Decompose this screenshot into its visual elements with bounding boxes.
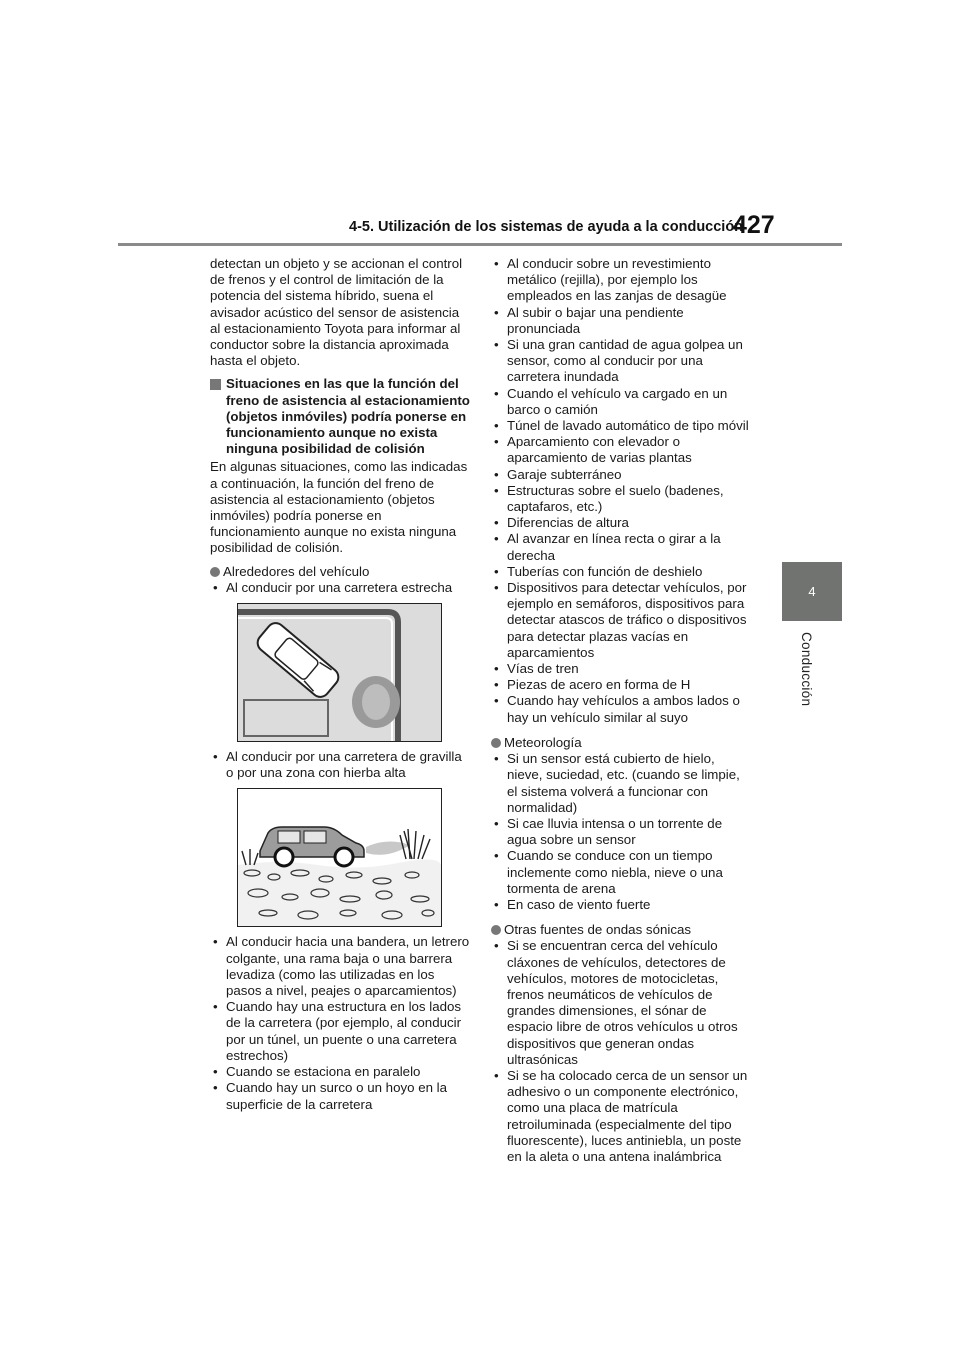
list-item: • En caso de viento fuerte bbox=[491, 897, 753, 913]
group-title: Otras fuentes de ondas sónicas bbox=[504, 922, 692, 938]
circle-bullet-icon bbox=[210, 567, 220, 577]
list-item: • Al conducir sobre un revestimiento metálico (rejilla), por ejemplo los empleados en las zanjas de desagüe bbox=[491, 256, 753, 305]
group-weather bbox=[491, 735, 753, 751]
narrow-road-illustration bbox=[237, 603, 442, 742]
subheading bbox=[210, 376, 472, 457]
list-item: • Al avanzar en línea recta o girar a la derecha bbox=[491, 531, 753, 563]
list-item: • Estructuras sobre el suelo (badenes, captafaros, etc.) bbox=[491, 483, 753, 515]
list-item: • Diferencias de altura bbox=[491, 515, 753, 531]
bullet-list bbox=[491, 751, 753, 913]
bullet-list bbox=[491, 256, 753, 726]
bullet-list bbox=[210, 749, 472, 781]
list-item: • Al conducir por una carretera estrecha bbox=[210, 580, 472, 596]
gravel-road-illustration bbox=[237, 788, 442, 927]
square-bullet-icon bbox=[210, 379, 221, 390]
list-item: • Si un sensor está cubierto de hielo, nieve, suciedad, etc. (cuando se limpie, el sistema volverá a funcionar con normalidad) bbox=[491, 751, 753, 816]
list-item: • Al subir o bajar una pendiente pronunciada bbox=[491, 305, 753, 337]
list-item: • Garaje subterráneo bbox=[491, 467, 753, 483]
page-number: 427 bbox=[733, 211, 775, 239]
bullet-list bbox=[210, 580, 472, 596]
chapter-label: Conducción bbox=[799, 632, 814, 707]
left-column bbox=[210, 256, 472, 1113]
list-item: • Si una gran cantidad de agua golpea un sensor, como al conducir por una carretera inundada bbox=[491, 337, 753, 386]
list-item: • Cuando se estaciona en paralelo bbox=[210, 1064, 472, 1080]
narrow-road-drawing bbox=[238, 604, 441, 741]
bullet-list bbox=[491, 938, 753, 1165]
subheading-text: Situaciones en las que la función del freno de asistencia al estacionamiento (objetos inmóviles) podría ponerse en funcionamiento aunque no exista ninguna posibilidad de colisión bbox=[226, 376, 470, 457]
list-item: • Cuando se conduce con un tiempo inclemente como niebla, nieve o una tormenta de arena bbox=[491, 848, 753, 897]
group-title: Alrededores del vehículo bbox=[223, 563, 370, 579]
bullet-list bbox=[210, 934, 472, 1112]
list-item: • Si se ha colocado cerca de un sensor un adhesivo o un componente electrónico, como una placa de matrícula retroiluminada (especialmente del tipo fluorescente), luces antiniebla, un poste en la aleta o una antena inalámbrica bbox=[491, 1068, 753, 1165]
list-item: • Si se encuentran cerca del vehículo cláxones de vehículos, detectores de vehículos, motores de motocicletas, frenos neumáticos de vehículos de grandes dimensiones, el sónar de espacio libre de otros vehículos u otros dispositivos que generan ondas ultrasónicas bbox=[491, 938, 753, 1068]
chapter-number: 4 bbox=[808, 584, 816, 599]
section-title: 4-5. Utilización de los sistemas de ayuda a la conducción bbox=[349, 219, 744, 235]
list-item: • Si cae lluvia intensa o un torrente de agua sobre un sensor bbox=[491, 816, 753, 848]
circle-bullet-icon bbox=[491, 925, 501, 935]
list-item: • Vías de tren bbox=[491, 661, 753, 677]
list-item: • Piezas de acero en forma de H bbox=[491, 677, 753, 693]
list-item: • Cuando el vehículo va cargado en un barco o camión bbox=[491, 386, 753, 418]
list-item: • Cuando hay una estructura en los lados de la carretera (por ejemplo, al conducir por un túnel, un puente o una carretera estrechos) bbox=[210, 999, 472, 1064]
group-sonic bbox=[491, 922, 753, 938]
list-item: • Al conducir por una carretera de gravilla o por una zona con hierba alta bbox=[210, 749, 472, 781]
subheading-paragraph: En algunas situaciones, como las indicadas a continuación, la función del freno de asistencia al estacionamiento (objetos inmóviles) podría ponerse en funcionamiento aunque no exista ninguna posibilidad de colisión. bbox=[210, 459, 468, 556]
group-surroundings bbox=[210, 564, 472, 580]
list-item: • Cuando hay un surco o un hoyo en la superficie de la carretera bbox=[210, 1080, 472, 1112]
list-item: • Al conducir hacia una bandera, un letrero colgante, una rama baja o una barrera levadiza (como las utilizadas en los pasos a nivel, peajes o aparcamientos) bbox=[210, 934, 472, 999]
circle-bullet-icon bbox=[491, 738, 501, 748]
list-item: • Cuando hay vehículos a ambos lados o hay un vehículo similar al suyo bbox=[491, 693, 753, 725]
list-item: • Tuberías con función de deshielo bbox=[491, 564, 753, 580]
list-item: • Túnel de lavado automático de tipo móvil bbox=[491, 418, 753, 434]
intro-paragraph: detectan un objeto y se accionan el control de frenos y el control de limitación de la potencia del sistema híbrido, suena el avisador acústico del sensor de asistencia al estacionamiento Toyota para informar al conductor sobre la distancia aproximada hasta el objeto. bbox=[210, 256, 463, 369]
group-title: Meteorología bbox=[504, 734, 582, 750]
header-divider bbox=[118, 243, 842, 246]
chapter-tab[interactable] bbox=[782, 562, 842, 621]
list-item: • Aparcamiento con elevador o aparcamiento de varias plantas bbox=[491, 434, 753, 466]
list-item: • Dispositivos para detectar vehículos, por ejemplo en semáforos, dispositivos para detectar atascos de tráfico o dispositivos para detectar plazas vacías en aparcamientos bbox=[491, 580, 753, 661]
gravel-road-drawing bbox=[238, 789, 441, 926]
right-column bbox=[491, 256, 753, 1165]
